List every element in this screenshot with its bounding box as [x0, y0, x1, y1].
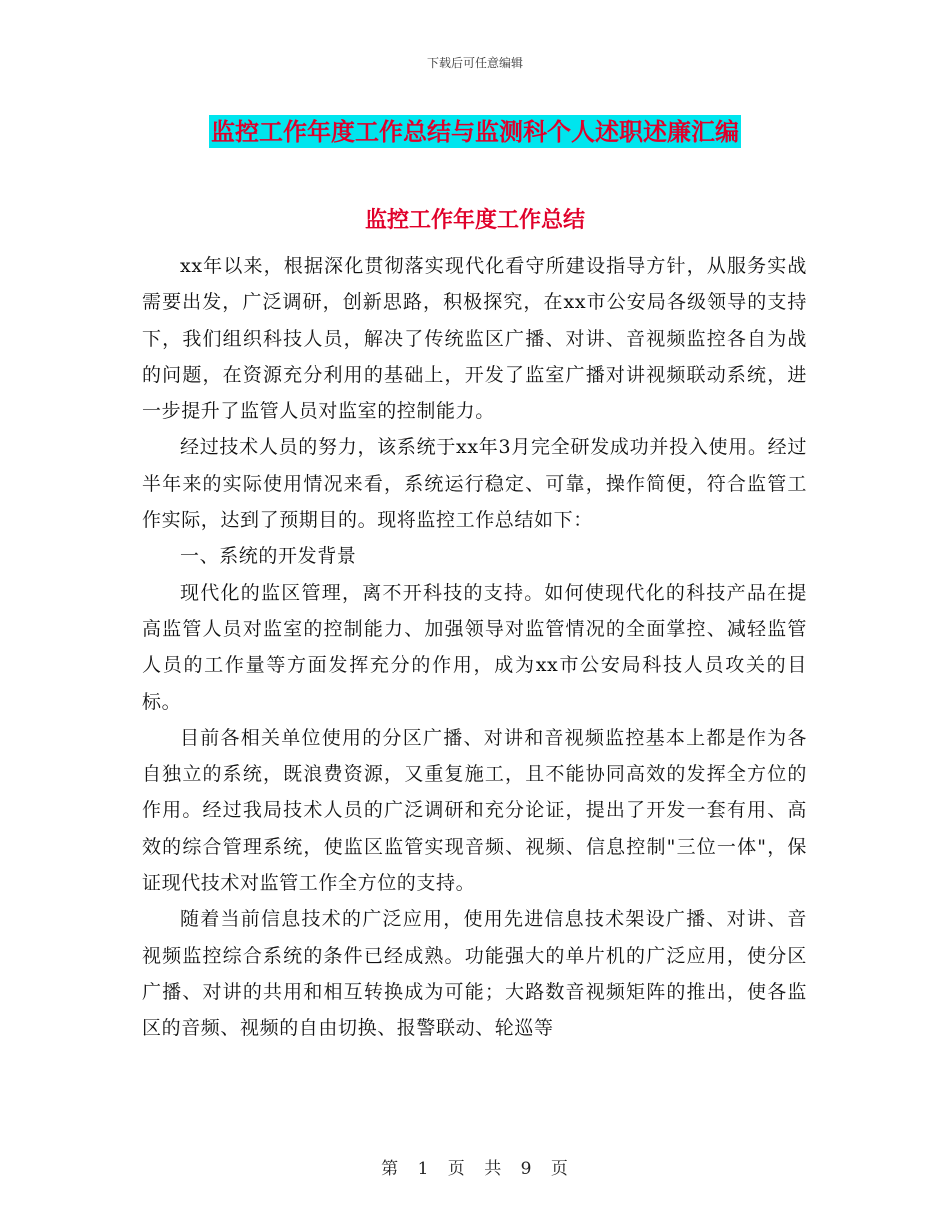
page-number: 1	[417, 1159, 430, 1179]
page-label: 第	[381, 1159, 400, 1179]
paragraph: 目前各相关单位使用的分区广播、对讲和音视频监控基本上都是作为各自独立的系统，既浪费资源，又重复施工，且不能协同高效的发挥全方位的作用。经过我局技术人员的广泛调研和充分论证，提出了开发一套有用、高效的综合管理系统，使监区监管实现音频、视频、信息控制"三位一体"，保证现代技术对监管工作全方位的支持。	[142, 726, 807, 895]
document-title-text: 监控工作年度工作总结与监测科个人述职述廉汇编	[211, 117, 739, 146]
paragraph: xx年以来，根据深化贯彻落实现代化看守所建设指导方针，从服务实战需要出发，广泛调研，创新思路，积极探究，在xx市公安局各级领导的支持下，我们组织科技人员，解决了传统监区广播、对讲、音视频监控各自为战的问题，在资源充分利用的基础上，开发了监室广播对讲视频联动系统，进一步提升了监管人员对监室的控制能力。	[142, 255, 807, 423]
paragraph: 经过技术人员的努力，该系统于xx年3月完全研发成功并投入使用。经过半年来的实际使用情况来看，系统运行稳定、可靠，操作简便，符合监管工作实际，达到了预期目的。现将监控工作总结如下：	[142, 436, 807, 532]
paragraph: 现代化的监区管理，离不开科技的支持。如何使现代化的科技产品在提高监管人员对监室的控制能力、加强领导对监管情况的全面掌控、减轻监管人员的工作量等方面发挥充分的作用，成为xx市公安局科技人员攻关的目标。	[142, 581, 807, 713]
total-unit: 页	[550, 1159, 569, 1179]
section-title: 监控工作年度工作总结	[364, 207, 585, 233]
document-title	[0, 112, 950, 147]
page-footer	[0, 1154, 950, 1179]
body-text	[142, 248, 807, 1047]
header-note: 下载后可任意编辑	[426, 56, 523, 70]
page-unit: 页	[447, 1159, 466, 1179]
total-pages: 9	[520, 1159, 533, 1179]
paragraph: 随着当前信息技术的广泛应用，使用先进信息技术架设广播、对讲、音视频监控综合系统的条件已经成熟。功能强大的单片机的广泛应用，使分区广播、对讲的共用和相互转换成为可能；大路数音视频矩阵的推出，使各监区的音频、视频的自由切换、报警联动、轮巡等	[142, 908, 807, 1040]
total-label: 共	[484, 1159, 503, 1179]
section-heading: 一、系统的开发背景	[180, 545, 357, 568]
